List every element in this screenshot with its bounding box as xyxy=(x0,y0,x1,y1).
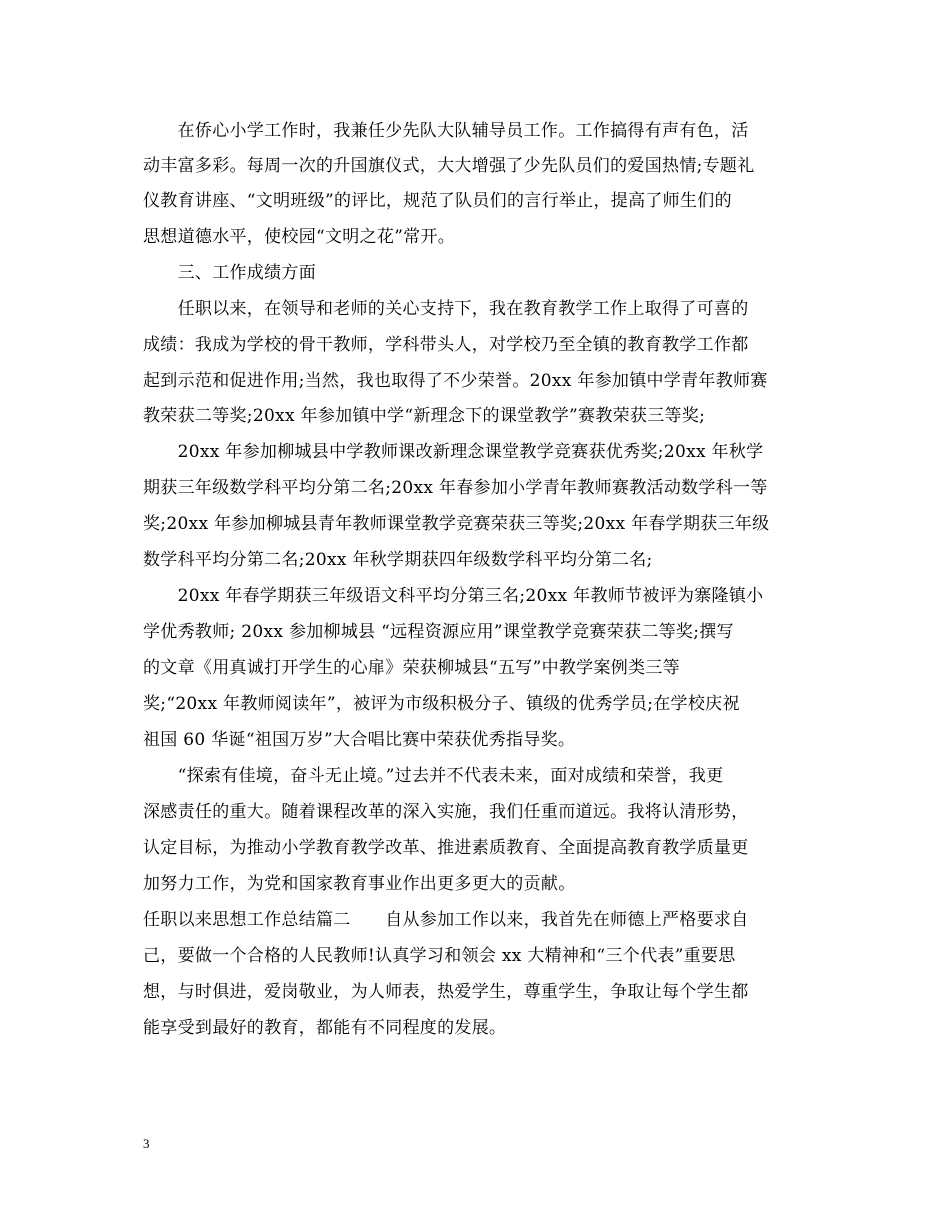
text-line: 祖国 60 华诞“祖国万岁”大合唱比赛中荣获优秀指导奖。 xyxy=(143,730,576,750)
text-line: 加努力工作，为党和国家教育事业作出更多更大的贡献。 xyxy=(143,874,576,894)
text-line: 任职以来思想工作总结篇二 自从参加工作以来，我首先在师德上严格要求自 xyxy=(143,910,749,930)
text-line: 教荣获二等奖;20xx 年参加镇中学“新理念下的课堂教学”赛教荣获三等奖; xyxy=(143,406,706,426)
text-line: 深感责任的重大。随着课程改革的深入实施，我们任重而道远。我将认清形势， xyxy=(143,802,749,822)
text-line: 20xx 年参加柳城县中学教师课改新理念课堂教学竞赛获优秀奖;20xx 年秋学 xyxy=(143,442,764,462)
text-line: 想，与时俱进，爱岗敬业，为人师表，热爱学生，尊重学生，争取让每个学生都 xyxy=(143,982,749,1002)
section-heading: 三、工作成绩方面 xyxy=(143,263,316,283)
text-line: 起到示范和促进作用;当然，我也取得了不少荣誉。20xx 年参加镇中学青年教师赛 xyxy=(143,371,768,391)
text-line: 思想道德水平，使校园“文明之花”常开。 xyxy=(143,227,456,247)
text-line: 动丰富多彩。每周一次的升国旗仪式，大大增强了少先队员们的爱国热情;专题礼 xyxy=(143,156,755,176)
text-line: 任职以来，在领导和老师的关心支持下，我在教育教学工作上取得了可喜的 xyxy=(143,299,749,319)
text-line: 在侨心小学工作时，我兼任少先队大队辅导员工作。工作搞得有声有色，活 xyxy=(143,121,749,141)
text-line: “探索有佳境，奋斗无止境。”过去并不代表未来，面对成绩和荣誉，我更 xyxy=(143,766,724,786)
text-line: 仪教育讲座、“文明班级”的评比，规范了队员们的言行举止，提高了师生们的 xyxy=(143,191,732,211)
text-line: 奖;20xx 年参加柳城县青年教师课堂教学竞赛荣获三等奖;20xx 年春学期获三年级 xyxy=(143,514,770,534)
text-line: 期获三年级数学科平均分第二名;20xx 年春参加小学青年教师赛教活动数学科一等 xyxy=(143,478,768,498)
text-line: 数学科平均分第二名;20xx 年秋学期获四年级数学科平均分第二名; xyxy=(143,550,653,570)
text-line: 的文章《用真诚打开学生的心扉》荣获柳城县“五写”中教学案例类三等 xyxy=(143,658,680,678)
text-line: 能享受到最好的教育，都能有不同程度的发展。 xyxy=(143,1018,507,1038)
text-line: 奖;“20xx 年教师阅读年”，被评为市级积极分子、镇级的优秀学员;在学校庆祝 xyxy=(143,694,740,714)
page-number: 3 xyxy=(143,1136,150,1151)
text-line: 成绩：我成为学校的骨干教师，学科带头人，对学校乃至全镇的教育教学工作都 xyxy=(143,335,749,355)
text-line: 学优秀教师; 20xx 参加柳城县 “远程资源应用”课堂教学竞赛荣获二等奖;撰写 xyxy=(143,622,734,642)
text-line: 认定目标，为推动小学教育教学改革、推进素质教育、全面提高教育教学质量更 xyxy=(143,838,749,858)
text-line: 己，要做一个合格的人民教师!认真学习和领会 xx 大精神和“三个代表”重要思 xyxy=(143,946,736,966)
text-line: 20xx 年春学期获三年级语文科平均分第三名;20xx 年教师节被评为寨隆镇小 xyxy=(143,586,764,606)
